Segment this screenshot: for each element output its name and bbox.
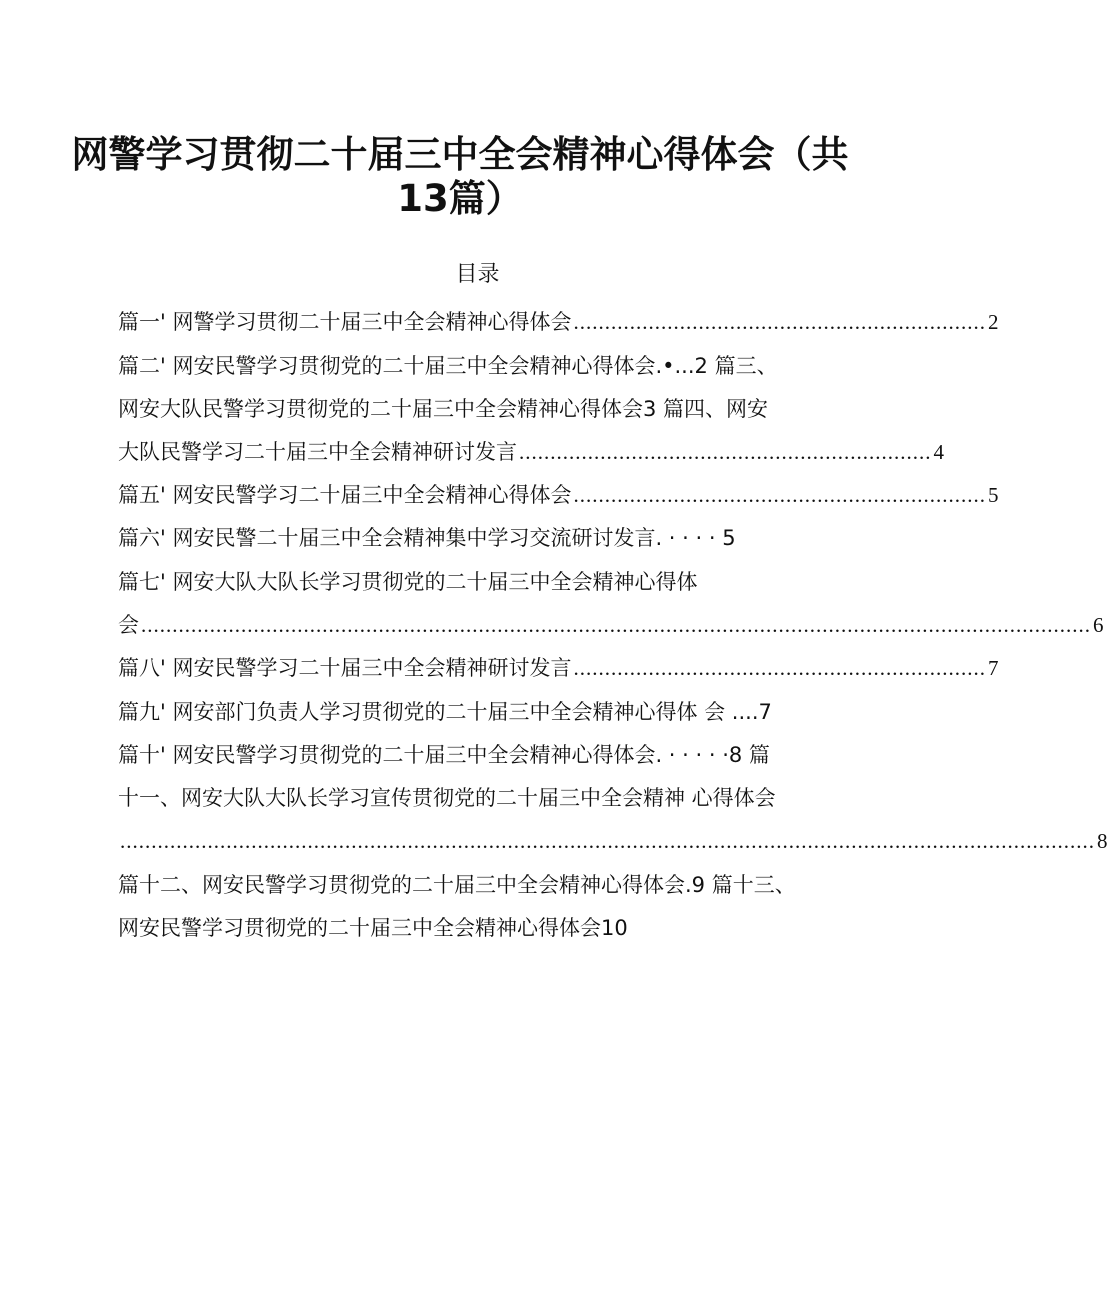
document-title-line-1: 网警学习贯彻二十届三中全会精神心得体会（共 xyxy=(71,133,849,176)
toc-entry-text: 篇八' 网安民警学习二十届三中全会精神研讨发言 xyxy=(118,656,572,680)
toc-entry-3[interactable]: 网安大队民警学习贯彻党的二十届三中全会精神心得体会3 篇四、网安 xyxy=(118,397,769,421)
toc-entry-7-cont[interactable] xyxy=(118,610,1104,640)
document-title-line-2: 13篇） xyxy=(397,177,523,220)
toc-page-number: 7 xyxy=(987,656,999,680)
toc-entry-text: 篇五' 网安民警学习二十届三中全会精神心得体会 xyxy=(118,483,572,507)
toc-leader-dots: ............................................................................................................................................................ xyxy=(120,829,1095,853)
toc-page-number: 6 xyxy=(1093,613,1104,637)
toc-entry-text: 篇一' 网警学习贯彻二十届三中全会精神心得体会 xyxy=(118,310,572,334)
toc-entry-5[interactable] xyxy=(118,480,999,510)
toc-entry-9[interactable]: 篇九' 网安部门负责人学习贯彻党的二十届三中全会精神心得体 会 ....7 xyxy=(118,700,772,724)
toc-page-number: 5 xyxy=(987,483,999,507)
toc-page-number: 8 xyxy=(1097,829,1108,853)
toc-entry-8[interactable] xyxy=(118,653,999,683)
toc-leader-dots: ........................................................................................................................................................ xyxy=(141,613,1091,637)
toc-entry-6[interactable]: 篇六' 网安民警二十届三中全会精神集中学习交流研讨发言. · · · · 5 xyxy=(118,526,736,550)
toc-heading: 目录 xyxy=(455,262,500,287)
toc-entry-4[interactable] xyxy=(118,437,944,467)
toc-leader-dots: .................................................................. xyxy=(573,656,986,680)
toc-page-number: 4 xyxy=(933,440,944,464)
toc-entry-text: 大队民警学习二十届三中全会精神研讨发言 xyxy=(118,440,517,464)
toc-page-number: 2 xyxy=(987,310,999,334)
toc-entry-text: 会 xyxy=(118,613,139,637)
toc-entry-2[interactable]: 篇二' 网安民警学习贯彻党的二十届三中全会精神心得体会.•...2 篇三、 xyxy=(118,354,778,378)
toc-leader-dots: .................................................................. xyxy=(519,440,932,464)
toc-entry-11[interactable]: 十一、网安大队大队长学习宣传贯彻党的二十届三中全会精神 心得体会 xyxy=(118,786,776,810)
toc-entry-11-cont[interactable] xyxy=(118,826,1108,856)
toc-entry-10[interactable]: 篇十' 网安民警学习贯彻党的二十届三中全会精神心得体会. · · · · ·8 篇 xyxy=(118,743,770,767)
toc-entry-13[interactable]: 网安民警学习贯彻党的二十届三中全会精神心得体会10 xyxy=(118,916,628,940)
toc-entry-12[interactable]: 篇十二、网安民警学习贯彻党的二十届三中全会精神心得体会.9 篇十三、 xyxy=(118,873,796,897)
toc-leader-dots: .................................................................. xyxy=(573,483,986,507)
toc-entry-7[interactable]: 篇七' 网安大队大队长学习贯彻党的二十届三中全会精神心得体 xyxy=(118,570,698,594)
toc-leader-dots: .................................................................. xyxy=(573,310,986,334)
toc-entry-1[interactable] xyxy=(118,307,999,337)
